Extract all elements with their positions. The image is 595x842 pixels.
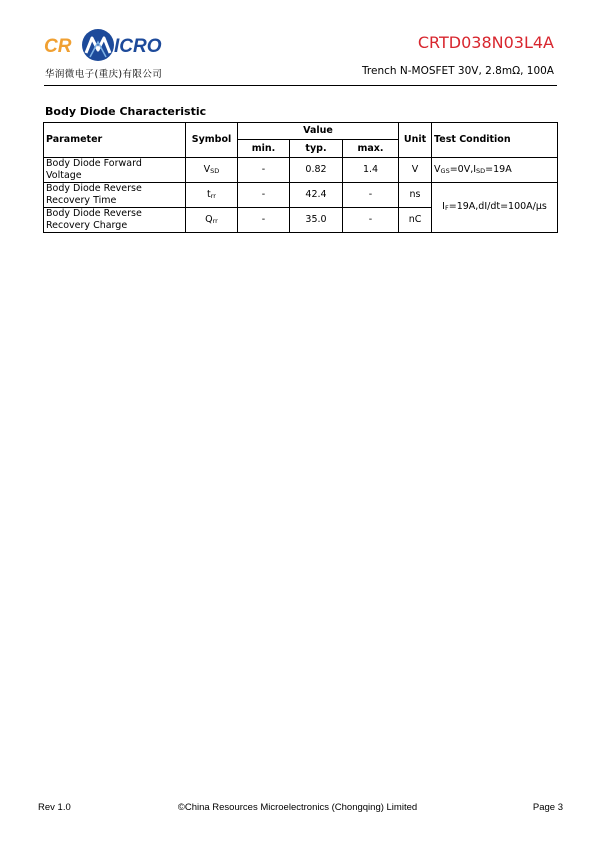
cond-text: =19A,dI/dt=100A/μs — [448, 201, 547, 212]
header-max: max. — [343, 140, 399, 158]
typ-cell: 35.0 — [290, 208, 343, 233]
symbol-subscript: rr — [212, 216, 218, 225]
cond-text: V — [434, 163, 441, 175]
footer-copyright: ©China Resources Microelectronics (Chongqing) Limited — [177, 802, 418, 813]
cond-subscript: F — [444, 204, 449, 212]
header-test-condition: Test Condition — [432, 123, 558, 158]
param-line-1: Body Diode Forward — [46, 158, 142, 169]
symbol: V — [203, 163, 211, 175]
part-number: CRTD038N03L4A — [417, 33, 554, 52]
cr-micro-logo — [44, 28, 174, 62]
header-unit: Unit — [399, 123, 432, 158]
symbol-cell — [186, 183, 238, 208]
cond-text: =19A — [485, 163, 512, 175]
condition-cell — [432, 158, 558, 183]
param-cell — [44, 183, 186, 208]
symbol-cell — [186, 158, 238, 183]
param-line-1: Body Diode Reverse — [46, 183, 142, 194]
max-cell: 1.4 — [343, 158, 399, 183]
logo-text-cr: CR — [44, 36, 72, 57]
company-name-cn: 华润微电子(重庆)有限公司 — [45, 69, 163, 80]
footer-page-number: Page 3 — [532, 802, 563, 813]
symbol-subscript: SD — [210, 166, 220, 175]
cond-subscript: GS — [440, 166, 450, 175]
unit-cell: nC — [399, 208, 432, 233]
logo-emblem — [82, 29, 114, 61]
table-header-row — [44, 123, 558, 140]
param-line-1: Body Diode Reverse — [46, 208, 142, 219]
symbol: t — [207, 188, 211, 200]
cond-text: I — [442, 201, 445, 212]
typ-cell: 0.82 — [290, 158, 343, 183]
max-cell: - — [343, 208, 399, 233]
unit-cell: ns — [399, 183, 432, 208]
symbol-cell — [186, 208, 238, 233]
header-min: min. — [238, 140, 290, 158]
symbol: Q — [205, 213, 213, 225]
header-typ: typ. — [290, 140, 343, 158]
header-parameter: Parameter — [44, 123, 186, 158]
min-cell: - — [238, 158, 290, 183]
typ-cell: 42.4 — [290, 183, 343, 208]
min-cell: - — [238, 208, 290, 233]
device-summary: Trench N-MOSFET 30V, 2.8mΩ, 100A — [362, 65, 554, 77]
cond-subscript: SD — [476, 166, 486, 175]
table-row — [44, 183, 558, 208]
cond-text: =0V,I — [449, 163, 477, 175]
header-symbol: Symbol — [186, 123, 238, 158]
symbol-subscript: rr — [210, 191, 216, 200]
param-cell — [44, 208, 186, 233]
param-line-2: Recovery Charge — [46, 220, 128, 231]
unit-cell: V — [399, 158, 432, 183]
condition-cell-merged — [432, 183, 558, 233]
section-title: Body Diode Characteristic — [45, 105, 207, 118]
param-line-2: Voltage — [46, 170, 82, 181]
header-divider — [44, 85, 557, 86]
table-row — [44, 158, 558, 183]
logo-text-icro: ICRO — [114, 36, 162, 57]
param-line-2: Recovery Time — [46, 195, 117, 206]
max-cell: - — [343, 183, 399, 208]
header-value: Value — [238, 123, 399, 140]
footer-revision: Rev 1.0 — [38, 802, 71, 813]
param-cell — [44, 158, 186, 183]
body-diode-table — [43, 122, 558, 233]
min-cell: - — [238, 183, 290, 208]
